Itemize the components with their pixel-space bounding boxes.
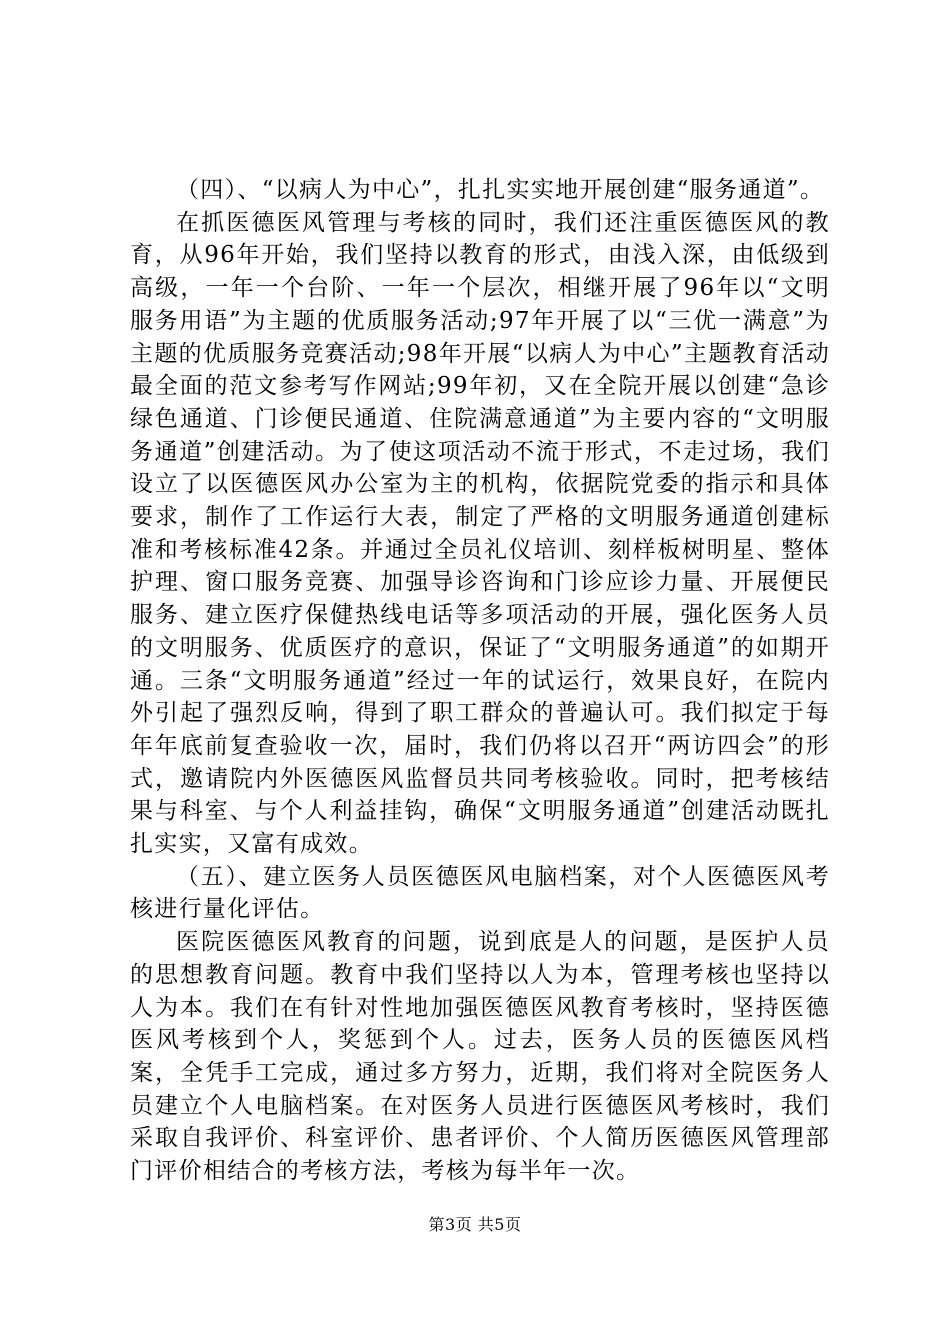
section-heading-five: （五）、建立医务人员医德医风电脑档案，对个人医德医风考核进行量化评估。 (130, 863, 830, 923)
body-paragraph-computer-archive: 医院医德医风教育的问题，说到底是人的问题，是医护人员的思想教育问题。教育中我们坚持以人为本，管理考核也坚持以人为本。我们在有针对性地加强医德医风教育考核时，坚持医德医风考核到个人，奖惩到个人。过去，医务人员的医德医风档案，全凭手工完成，通过多方努力，近期，我们将对全院医务人员建立个人电脑档案。在对医务人员进行医德医风考核时，我们采取自我评价、科室评价、患者评价、个人简历医德医风管理部门评价相结合的考核方法，考核为每半年一次。 (130, 929, 830, 1185)
section-heading-four: （四）、“以病人为中心”，扎扎实实地开展创建“服务通道”。 (176, 177, 825, 203)
body-paragraph-service-channel: 在抓医德医风管理与考核的同时，我们还注重医德医风的教育，从96年开始，我们坚持以教育的形式，由浅入深，由低级到高级，一年一个台阶、一年一个层次，相继开展了96年以“文明服务用语”为主题的优质服务活动;97年开展了以“三优一满意”为主题的优质服务竞赛活动;98年开展“以病人为中心”主题教育活动最全面的范文参考写作网站;99年初，又在全院开展以创建“急诊绿色通道、门诊便民通道、住院满意通道”为主要内容的“文明服务通道”创建活动。为了使这项活动不流于形式，不走过场，我们设立了以医德医风办公室为主的机构，依据院党委的指示和具体要求，制作了工作运行大表，制定了严格的文明服务通道创建标准和考核标准42条。并通过全员礼仪培训、刻样板树明星、整体护理、窗口服务竞赛、加强导诊咨询和门诊应诊力量、开展便民服务、建立医疗保健热线电话等多项活动的开展，强化医务人员的文明服务、优质医疗的意识，保证了“文明服务通道”的如期开通。三条“文明服务通道”经过一年的试运行，效果良好，在院内外引起了强烈反响，得到了职工群众的普遍认可。我们拟定于每年年底前复查验收一次，届时，我们仍将以召开“两访四会”的形式，邀请院内外医德医风监督员共同考核验收。同时，把考核结果与科室、与个人利益挂钩，确保“文明服务通道”创建活动既扎扎实实，又富有成效。 (130, 209, 830, 858)
page-number-footer: 第3页 共5页 (428, 1215, 522, 1234)
document-body (130, 174, 830, 1188)
